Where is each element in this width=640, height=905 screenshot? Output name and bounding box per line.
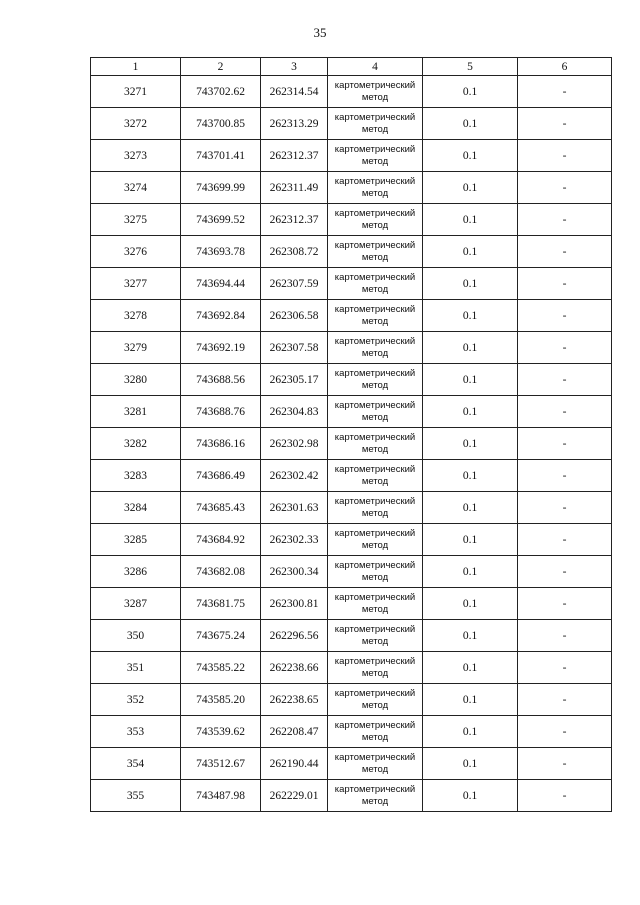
column-header-4: 4 <box>328 58 423 76</box>
x-coordinate-cell: 743539.62 <box>181 716 261 748</box>
method-cell <box>328 140 423 172</box>
x-coordinate-cell: 743585.22 <box>181 652 261 684</box>
note-cell: - <box>518 460 612 492</box>
method-text-line-2: метод <box>361 251 389 263</box>
accuracy-cell: 0.1 <box>423 140 518 172</box>
table-row <box>91 652 612 684</box>
y-coordinate-cell: 262311.49 <box>261 172 328 204</box>
table-row <box>91 332 612 364</box>
table-row <box>91 236 612 268</box>
note-cell: - <box>518 588 612 620</box>
table-row <box>91 524 612 556</box>
x-coordinate-cell: 743685.43 <box>181 492 261 524</box>
method-cell <box>328 204 423 236</box>
accuracy-cell: 0.1 <box>423 204 518 236</box>
method-text-line-1: картометрический <box>334 143 416 155</box>
column-header-1: 1 <box>91 58 181 76</box>
table-row <box>91 492 612 524</box>
column-header-2: 2 <box>181 58 261 76</box>
method-text-line-1: картометрический <box>334 271 416 283</box>
x-coordinate-cell: 743692.84 <box>181 300 261 332</box>
note-cell: - <box>518 268 612 300</box>
accuracy-cell: 0.1 <box>423 460 518 492</box>
note-cell: - <box>518 652 612 684</box>
point-number-cell: 3271 <box>91 76 181 108</box>
method-text-line-1: картометрический <box>334 495 416 507</box>
method-cell <box>328 236 423 268</box>
y-coordinate-cell: 262302.42 <box>261 460 328 492</box>
method-text-line-2: метод <box>361 795 389 807</box>
point-number-cell: 3272 <box>91 108 181 140</box>
table-row <box>91 300 612 332</box>
point-number-cell: 3278 <box>91 300 181 332</box>
method-text-line-1: картометрический <box>334 719 416 731</box>
accuracy-cell: 0.1 <box>423 492 518 524</box>
note-cell: - <box>518 716 612 748</box>
x-coordinate-cell: 743512.67 <box>181 748 261 780</box>
point-number-cell: 3276 <box>91 236 181 268</box>
accuracy-cell: 0.1 <box>423 396 518 428</box>
method-text-line-1: картометрический <box>334 111 416 123</box>
x-coordinate-cell: 743701.41 <box>181 140 261 172</box>
method-cell <box>328 588 423 620</box>
method-text-line-1: картометрический <box>334 207 416 219</box>
method-text-line-1: картометрический <box>334 655 416 667</box>
column-header-5: 5 <box>423 58 518 76</box>
method-cell <box>328 652 423 684</box>
method-text-line-2: метод <box>361 347 389 359</box>
table-row <box>91 780 612 812</box>
accuracy-cell: 0.1 <box>423 780 518 812</box>
table-row <box>91 364 612 396</box>
point-number-cell: 3277 <box>91 268 181 300</box>
y-coordinate-cell: 262208.47 <box>261 716 328 748</box>
x-coordinate-cell: 743487.98 <box>181 780 261 812</box>
note-cell: - <box>518 556 612 588</box>
y-coordinate-cell: 262300.81 <box>261 588 328 620</box>
x-coordinate-cell: 743688.76 <box>181 396 261 428</box>
table-row <box>91 108 612 140</box>
x-coordinate-cell: 743684.92 <box>181 524 261 556</box>
point-number-cell: 3279 <box>91 332 181 364</box>
method-cell <box>328 620 423 652</box>
method-cell <box>328 780 423 812</box>
y-coordinate-cell: 262307.59 <box>261 268 328 300</box>
y-coordinate-cell: 262302.33 <box>261 524 328 556</box>
y-coordinate-cell: 262190.44 <box>261 748 328 780</box>
method-text-line-1: картометрический <box>334 623 416 635</box>
x-coordinate-cell: 743692.19 <box>181 332 261 364</box>
accuracy-cell: 0.1 <box>423 364 518 396</box>
note-cell: - <box>518 780 612 812</box>
method-text-line-2: метод <box>361 667 389 679</box>
method-text-line-2: метод <box>361 379 389 391</box>
note-cell: - <box>518 300 612 332</box>
x-coordinate-cell: 743686.16 <box>181 428 261 460</box>
method-cell <box>328 332 423 364</box>
method-cell <box>328 300 423 332</box>
x-coordinate-cell: 743694.44 <box>181 268 261 300</box>
method-text-line-1: картометрический <box>334 239 416 251</box>
table-header <box>91 58 612 76</box>
point-number-cell: 3274 <box>91 172 181 204</box>
point-number-cell: 3287 <box>91 588 181 620</box>
method-text-line-2: метод <box>361 763 389 775</box>
method-text-line-2: метод <box>361 219 389 231</box>
y-coordinate-cell: 262305.17 <box>261 364 328 396</box>
method-text-line-1: картометрический <box>334 399 416 411</box>
table-body <box>91 76 612 812</box>
y-coordinate-cell: 262300.34 <box>261 556 328 588</box>
point-number-cell: 3284 <box>91 492 181 524</box>
method-text-line-1: картометрический <box>334 783 416 795</box>
y-coordinate-cell: 262301.63 <box>261 492 328 524</box>
method-text-line-1: картометрический <box>334 175 416 187</box>
method-text-line-2: метод <box>361 187 389 199</box>
accuracy-cell: 0.1 <box>423 268 518 300</box>
accuracy-cell: 0.1 <box>423 428 518 460</box>
page-number: 35 <box>313 25 327 40</box>
method-text-line-2: метод <box>361 539 389 551</box>
accuracy-cell: 0.1 <box>423 172 518 204</box>
method-cell <box>328 460 423 492</box>
accuracy-cell: 0.1 <box>423 652 518 684</box>
point-number-cell: 351 <box>91 652 181 684</box>
point-number-cell: 352 <box>91 684 181 716</box>
accuracy-cell: 0.1 <box>423 620 518 652</box>
method-cell <box>328 492 423 524</box>
note-cell: - <box>518 396 612 428</box>
method-cell <box>328 428 423 460</box>
accuracy-cell: 0.1 <box>423 332 518 364</box>
y-coordinate-cell: 262304.83 <box>261 396 328 428</box>
note-cell: - <box>518 332 612 364</box>
y-coordinate-cell: 262312.37 <box>261 204 328 236</box>
y-coordinate-cell: 262314.54 <box>261 76 328 108</box>
method-cell <box>328 268 423 300</box>
accuracy-cell: 0.1 <box>423 556 518 588</box>
point-number-cell: 3285 <box>91 524 181 556</box>
table-row <box>91 556 612 588</box>
method-cell <box>328 684 423 716</box>
method-cell <box>328 172 423 204</box>
method-cell <box>328 556 423 588</box>
y-coordinate-cell: 262313.29 <box>261 108 328 140</box>
table-row <box>91 172 612 204</box>
method-cell <box>328 716 423 748</box>
y-coordinate-cell: 262306.58 <box>261 300 328 332</box>
method-text-line-2: метод <box>361 123 389 135</box>
accuracy-cell: 0.1 <box>423 588 518 620</box>
note-cell: - <box>518 748 612 780</box>
x-coordinate-cell: 743702.62 <box>181 76 261 108</box>
point-number-cell: 354 <box>91 748 181 780</box>
column-header-6: 6 <box>518 58 612 76</box>
point-number-cell: 3275 <box>91 204 181 236</box>
note-cell: - <box>518 492 612 524</box>
x-coordinate-cell: 743693.78 <box>181 236 261 268</box>
method-cell <box>328 76 423 108</box>
method-text-line-2: метод <box>361 411 389 423</box>
accuracy-cell: 0.1 <box>423 108 518 140</box>
method-text-line-2: метод <box>361 315 389 327</box>
method-text-line-2: метод <box>361 571 389 583</box>
method-text-line-2: метод <box>361 283 389 295</box>
table-row <box>91 428 612 460</box>
method-text-line-1: картометрический <box>334 335 416 347</box>
y-coordinate-cell: 262308.72 <box>261 236 328 268</box>
table-row <box>91 140 612 172</box>
method-text-line-2: метод <box>361 699 389 711</box>
x-coordinate-cell: 743686.49 <box>181 460 261 492</box>
accuracy-cell: 0.1 <box>423 716 518 748</box>
x-coordinate-cell: 743681.75 <box>181 588 261 620</box>
accuracy-cell: 0.1 <box>423 748 518 780</box>
note-cell: - <box>518 108 612 140</box>
method-text-line-2: метод <box>361 603 389 615</box>
accuracy-cell: 0.1 <box>423 684 518 716</box>
y-coordinate-cell: 262238.66 <box>261 652 328 684</box>
point-number-cell: 3281 <box>91 396 181 428</box>
accuracy-cell: 0.1 <box>423 300 518 332</box>
y-coordinate-cell: 262229.01 <box>261 780 328 812</box>
method-cell <box>328 108 423 140</box>
accuracy-cell: 0.1 <box>423 524 518 556</box>
table-row <box>91 588 612 620</box>
y-coordinate-cell: 262302.98 <box>261 428 328 460</box>
method-text-line-2: метод <box>361 731 389 743</box>
table-row <box>91 268 612 300</box>
note-cell: - <box>518 236 612 268</box>
method-text-line-1: картометрический <box>334 559 416 571</box>
x-coordinate-cell: 743675.24 <box>181 620 261 652</box>
header-row <box>91 58 612 76</box>
table-row <box>91 460 612 492</box>
point-number-cell: 3273 <box>91 140 181 172</box>
table-row <box>91 76 612 108</box>
table-row <box>91 716 612 748</box>
column-header-3: 3 <box>261 58 328 76</box>
point-number-cell: 3280 <box>91 364 181 396</box>
x-coordinate-cell: 743699.52 <box>181 204 261 236</box>
method-cell <box>328 524 423 556</box>
method-cell <box>328 396 423 428</box>
point-number-cell: 3282 <box>91 428 181 460</box>
point-number-cell: 350 <box>91 620 181 652</box>
table-row <box>91 396 612 428</box>
note-cell: - <box>518 620 612 652</box>
coordinates-table <box>90 57 612 812</box>
x-coordinate-cell: 743688.56 <box>181 364 261 396</box>
note-cell: - <box>518 684 612 716</box>
method-text-line-2: метод <box>361 507 389 519</box>
table-row <box>91 684 612 716</box>
method-cell <box>328 748 423 780</box>
note-cell: - <box>518 428 612 460</box>
note-cell: - <box>518 204 612 236</box>
table-row <box>91 748 612 780</box>
method-text-line-1: картометрический <box>334 79 416 91</box>
method-text-line-1: картометрический <box>334 431 416 443</box>
point-number-cell: 355 <box>91 780 181 812</box>
table-row <box>91 204 612 236</box>
method-text-line-1: картометрический <box>334 367 416 379</box>
note-cell: - <box>518 364 612 396</box>
point-number-cell: 3286 <box>91 556 181 588</box>
point-number-cell: 353 <box>91 716 181 748</box>
point-number-cell: 3283 <box>91 460 181 492</box>
x-coordinate-cell: 743699.99 <box>181 172 261 204</box>
x-coordinate-cell: 743585.20 <box>181 684 261 716</box>
y-coordinate-cell: 262312.37 <box>261 140 328 172</box>
method-text-line-1: картометрический <box>334 591 416 603</box>
method-text-line-1: картометрический <box>334 527 416 539</box>
y-coordinate-cell: 262238.65 <box>261 684 328 716</box>
method-text-line-2: метод <box>361 91 389 103</box>
method-text-line-1: картометрический <box>334 751 416 763</box>
x-coordinate-cell: 743700.85 <box>181 108 261 140</box>
y-coordinate-cell: 262307.58 <box>261 332 328 364</box>
accuracy-cell: 0.1 <box>423 236 518 268</box>
method-text-line-1: картометрический <box>334 463 416 475</box>
method-text-line-2: метод <box>361 475 389 487</box>
method-text-line-1: картометрический <box>334 687 416 699</box>
table-row <box>91 620 612 652</box>
method-text-line-2: метод <box>361 635 389 647</box>
method-text-line-1: картометрический <box>334 303 416 315</box>
note-cell: - <box>518 140 612 172</box>
note-cell: - <box>518 524 612 556</box>
accuracy-cell: 0.1 <box>423 76 518 108</box>
note-cell: - <box>518 76 612 108</box>
method-text-line-2: метод <box>361 443 389 455</box>
note-cell: - <box>518 172 612 204</box>
method-text-line-2: метод <box>361 155 389 167</box>
x-coordinate-cell: 743682.08 <box>181 556 261 588</box>
y-coordinate-cell: 262296.56 <box>261 620 328 652</box>
method-cell <box>328 364 423 396</box>
